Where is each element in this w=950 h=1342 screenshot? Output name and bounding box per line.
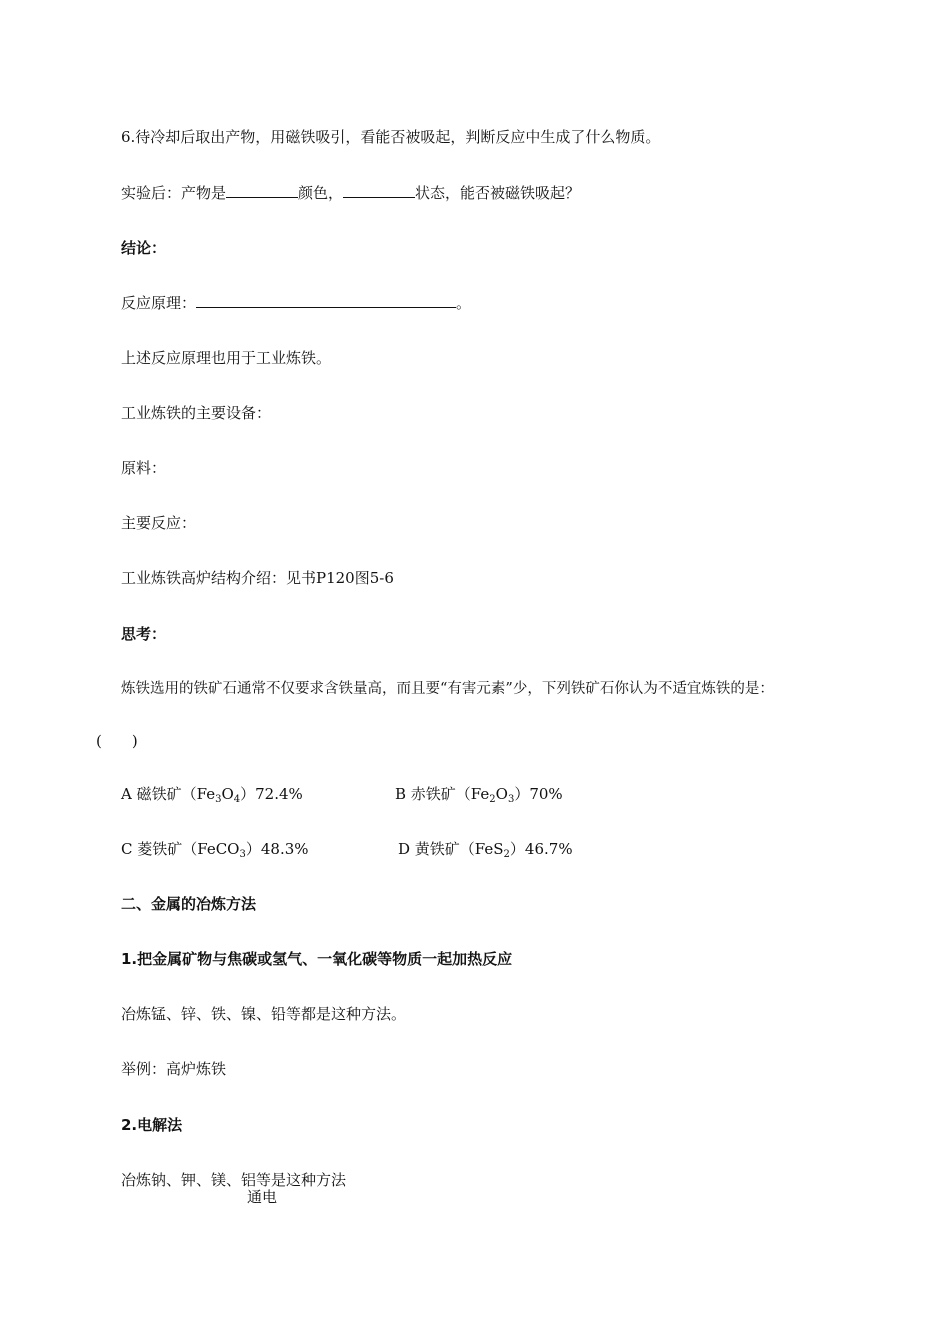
principle-blank[interactable] [196,293,456,308]
industrial-use-text: 上述反应原理也用于工业炼铁。 [121,349,332,367]
method-1-heading: 1.把金属矿物与焦碳或氢气、一氧化碳等物质一起加热反应 [121,950,513,968]
option-b[interactable]: B 赤铁矿$(Fe_2O_3)70\%$ [395,785,563,805]
raw-material-text: 原料： [121,459,167,477]
section-2-heading: 二、金属的冶炼方法 [121,895,257,913]
question-text: 炼铁选用的铁矿石通常不仅要求含铁量高，而且要“有害元素”少，下列铁矿石你认为不适宜炼铁的是： [121,681,774,697]
after-experiment-line [121,183,580,203]
step-6-text: 6.待冷却后取出产物，用磁铁吸引，看能否被吸起，判断反应中生成了什么物质。 [121,128,661,146]
equipment-text: 工业炼铁的主要设备： [121,404,272,422]
principle-period: 。 [456,294,472,312]
method-2-description: 冶炼钠、钾、镁、铝等是这种方法 [121,1171,347,1189]
method-1-description: 冶炼锰、锌、铁、镍、铅等都是这种方法。 [121,1005,407,1023]
after-experiment-label: 实验后：产物是 [121,184,227,202]
option-c[interactable]: C 菱铁矿（FeCO$_3$）48.3% [121,840,309,860]
method-2-heading: 2.电解法 [121,1116,183,1134]
furnace-intro-text: 工业炼铁高炉结构介绍：见书P120图5-6 [121,569,394,587]
main-reaction-text: 主要反应： [121,514,197,532]
electrify-label: 通电 [247,1188,278,1206]
option-d[interactable]: D 黄铁矿（FeS$_2$）46.7% [398,840,573,860]
state-blank[interactable] [343,183,415,198]
think-heading: 思考： [121,625,167,643]
principle-label: 反应原理： [121,294,197,312]
principle-line [121,293,471,313]
color-blank[interactable] [226,183,298,198]
color-label: 颜色， [298,184,344,202]
answer-parentheses[interactable]: ( ) [96,732,138,750]
conclusion-heading: 结论： [121,239,167,257]
option-a[interactable]: A 磁铁矿$(Fe_3O_4)72.4\%$ [121,785,303,805]
state-label: 状态，能否被磁铁吸起？ [415,184,581,202]
method-1-example: 举例：高炉炼铁 [121,1060,227,1078]
